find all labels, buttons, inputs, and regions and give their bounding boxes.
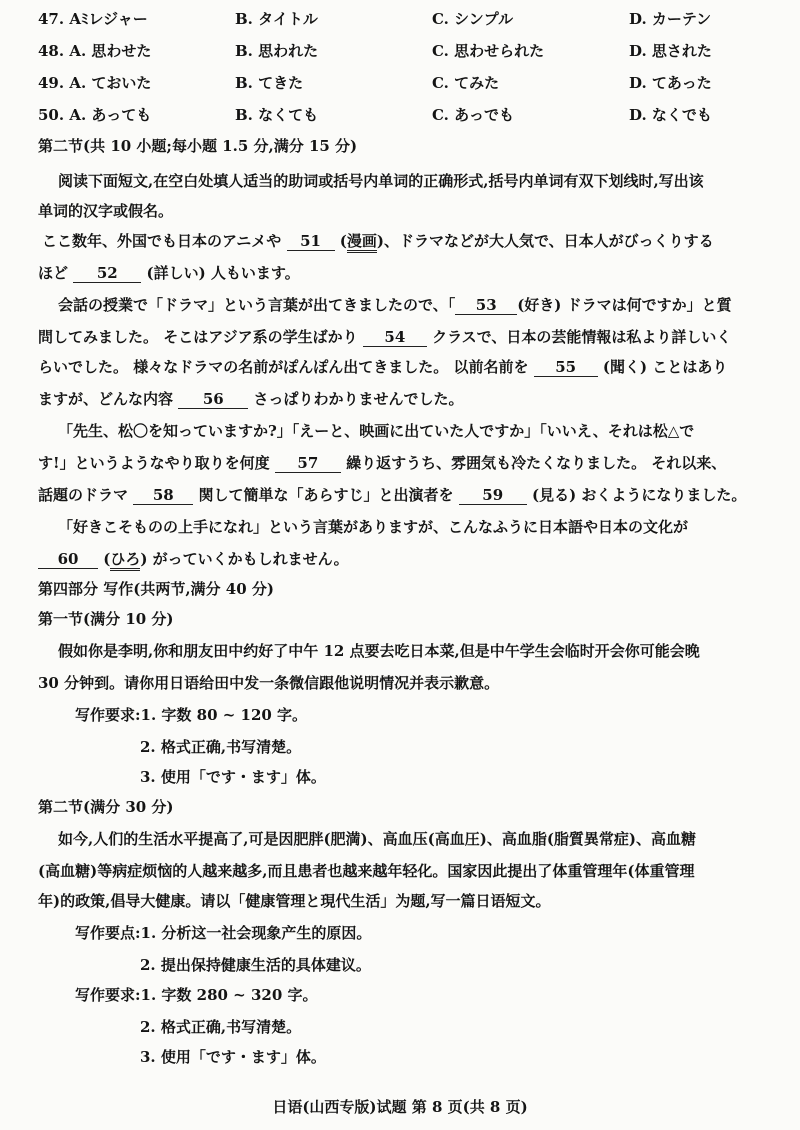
passage-line: 「先生、松〇を知っていますか?」「えーと、映画に出ていた人ですか」「いいえ、それは松△で <box>58 422 695 440</box>
text: 会話の授業で「ドラマ」という言葉が出てきましたので、「 <box>58 296 456 314</box>
option-b[interactable]: B. てきた <box>235 74 304 92</box>
option-a[interactable]: 49. A. ておいた <box>38 74 152 92</box>
text: ) がっていくかもしれません。 <box>140 550 349 568</box>
text: (好き) ドラマは何ですか」と質 <box>517 296 732 314</box>
writing-1-requirement: 2. 格式正确,书写清楚。 <box>140 738 302 756</box>
text: 関して簡単な「あらすじ」と出演者を <box>198 486 454 504</box>
blank-58[interactable]: 58 <box>133 486 193 505</box>
option-d[interactable]: D. 思された <box>629 42 712 60</box>
question-49-options <box>38 72 772 93</box>
text: 繰り返すうち、雰囲気も冷たくなりました。 それ以来、 <box>346 454 727 472</box>
option-d[interactable]: D. カーテン <box>629 10 712 28</box>
passage-line: 「好きこそものの上手になれ」という言葉がありますが、こんなふうに日本語や日本の文化が <box>58 518 689 536</box>
blank-56[interactable]: 56 <box>178 390 248 409</box>
passage-line <box>38 326 772 347</box>
writing-2-point: 写作要点:1. 分析这一社会现象产生的原因。 <box>75 924 372 942</box>
text: )、ドラマなどが大人気で、日本人がびっくりする <box>376 232 714 250</box>
option-c[interactable]: C. てみた <box>432 74 500 92</box>
option-d[interactable]: D. てあった <box>629 74 712 92</box>
writing-2-point: 2. 提出保持健康生活的具体建议。 <box>140 956 371 974</box>
writing-1-prompt: 假如你是李明,你和朋友田中约好了中午 12 点要去吃日本菜,但是中午学生会临时开会你可能会晚 <box>58 642 700 660</box>
passage-line <box>38 452 772 473</box>
passage-line <box>38 388 772 409</box>
text: ここ数年、外国でも日本のアニメや <box>42 232 282 250</box>
page-footer: 日语(山西专版)试题 第 8 页(共 8 页) <box>272 1098 528 1116</box>
section-2-title: 第二节(共 10 小题;每小题 1.5 分,满分 15 分) <box>38 137 358 155</box>
option-a[interactable]: 48. A. 思わせた <box>38 42 152 60</box>
instruction-line: 单词的汉字或假名。 <box>38 202 174 220</box>
option-c[interactable]: C. シンプル <box>432 10 514 28</box>
passage-line <box>38 262 772 283</box>
text: 話題のドラマ <box>38 486 129 504</box>
option-d[interactable]: D. なくでも <box>629 106 712 124</box>
word-51: 漫画 <box>347 232 377 253</box>
part-4-title: 第四部分 写作(共两节,满分 40 分) <box>38 580 274 598</box>
option-c[interactable]: C. あっでも <box>432 106 514 124</box>
option-b[interactable]: B. なくても <box>235 106 319 124</box>
text: (詳しい) 人もいます。 <box>146 264 300 282</box>
option-a[interactable]: 47. Aﾐレジャー <box>38 10 148 28</box>
instruction-line: 阅读下面短文,在空白处填人适当的助词或括号内单词的正确形式,括号内单词有双下划线时,写出该 <box>58 172 704 190</box>
writing-2-requirement: 3. 使用「です・ます」体。 <box>140 1048 326 1066</box>
blank-59[interactable]: 59 <box>459 486 527 505</box>
text: さっぱりわかりませんでした。 <box>253 390 464 408</box>
question-48-options <box>38 40 772 61</box>
option-b[interactable]: B. タイトル <box>235 10 318 28</box>
question-47-options <box>38 8 772 29</box>
passage-line <box>42 230 772 251</box>
question-50-options <box>38 104 772 125</box>
writing-1-requirement: 写作要求:1. 字数 80 ~ 120 字。 <box>75 706 308 724</box>
blank-55[interactable]: 55 <box>534 358 598 377</box>
writing-2-requirement: 2. 格式正确,书写清楚。 <box>140 1018 302 1036</box>
writing-2-requirement: 写作要求:1. 字数 280 ~ 320 字。 <box>75 986 318 1004</box>
word-60: ひろ <box>110 550 140 571</box>
blank-52[interactable]: 52 <box>73 264 141 283</box>
text: (見る) おくようになりました。 <box>531 486 747 504</box>
text: ますが、どんな内容 <box>38 390 174 408</box>
text: ( <box>339 232 347 250</box>
text: ( <box>103 550 111 568</box>
text: クラスで、日本の芸能情報は私より詳しいく <box>432 328 732 346</box>
text: ほど <box>38 264 69 282</box>
passage-line <box>38 548 772 569</box>
writing-2-prompt: (高血糖)等病症烦恼的人越来越多,而且患者也越来越年轻化。国家因此提出了体重管理年(体重管理 <box>38 862 695 880</box>
option-a[interactable]: 50. A. あっても <box>38 106 152 124</box>
text: す!」というようなやり取りを何度 <box>38 454 270 472</box>
writing-2-prompt: 如今,人们的生活水平提高了,可是因肥胖(肥満)、高血压(高血圧)、高血脂(脂質異常症)、高血糖 <box>58 830 697 848</box>
writing-1-prompt: 30 分钟到。请你用日语给田中发一条微信跟他说明情况并表示歉意。 <box>38 674 500 692</box>
passage-line <box>58 294 772 315</box>
passage-line <box>38 356 772 377</box>
blank-53[interactable]: 53 <box>455 296 517 315</box>
text: らいでした。 様々なドラマの名前がぽんぽん出てきました。 以前名前を <box>38 358 529 376</box>
writing-2-prompt: 年)的政策,倡导大健康。请以「健康管理と現代生活」为题,写一篇日语短文。 <box>38 892 551 910</box>
writing-2-title: 第二节(满分 30 分) <box>38 798 174 816</box>
passage-line <box>38 484 772 505</box>
option-b[interactable]: B. 思われた <box>235 42 319 60</box>
writing-1-requirement: 3. 使用「です・ます」体。 <box>140 768 326 786</box>
blank-54[interactable]: 54 <box>363 328 427 347</box>
blank-51[interactable]: 51 <box>287 232 335 251</box>
writing-1-title: 第一节(满分 10 分) <box>38 610 174 628</box>
blank-57[interactable]: 57 <box>275 454 341 473</box>
option-c[interactable]: C. 思わせられた <box>432 42 545 60</box>
text: (聞く) ことはあり <box>602 358 728 376</box>
text: 問してみました。 そこはアジア系の学生ばかり <box>38 328 358 346</box>
blank-60[interactable]: 60 <box>38 550 98 569</box>
